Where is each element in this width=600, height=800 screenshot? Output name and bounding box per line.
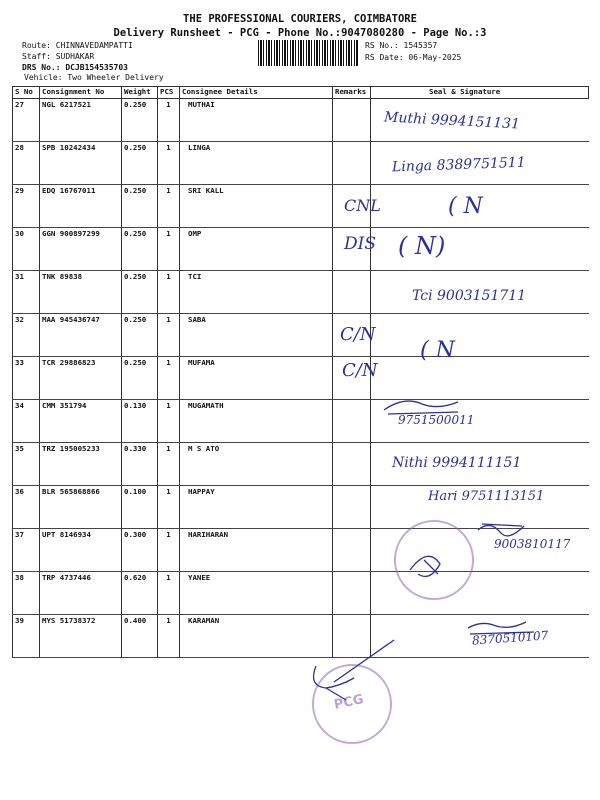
signature-handwriting: ( N <box>448 194 483 219</box>
sno-cell: 31 <box>13 271 40 314</box>
weight-cell: 0.250 <box>122 185 158 228</box>
col-header-pcs: PCS <box>158 87 180 99</box>
consignee-cell: HARIHARAN <box>180 529 333 572</box>
remarks-cell <box>333 572 371 615</box>
consignment-cell: MAA 945436747 <box>40 314 122 357</box>
consignee-cell: MUFAMA <box>180 357 333 400</box>
company-stamp <box>394 520 474 600</box>
col-header-weight: Weight <box>122 87 158 99</box>
consignee-cell: SABA <box>180 314 333 357</box>
remarks-cell <box>333 99 371 142</box>
consignee-cell: LINGA <box>180 142 333 185</box>
consignment-cell: TNK 89838 <box>40 271 122 314</box>
remark-handwriting: CNL <box>344 196 381 215</box>
sno-cell: 32 <box>13 314 40 357</box>
runsheet-table <box>12 86 589 658</box>
sno-cell: 33 <box>13 357 40 400</box>
weight-cell: 0.620 <box>122 572 158 615</box>
consignee-cell: TCI <box>180 271 333 314</box>
consignee-cell: OMP <box>180 228 333 271</box>
consignee-cell: HAPPAY <box>180 486 333 529</box>
signature-handwriting: Nithi 9994111151 <box>392 455 522 471</box>
consignee-cell: MUTHAI <box>180 99 333 142</box>
table-row <box>13 185 589 228</box>
drs-label: DRS No.: DCJB154535703 <box>22 63 128 72</box>
col-header-signature: Seal & Signature <box>371 87 589 99</box>
consignee-cell: MUGAMATH <box>180 400 333 443</box>
pcs-cell: 1 <box>158 486 180 529</box>
signature-handwriting: 9003810117 <box>494 537 571 551</box>
sno-cell: 37 <box>13 529 40 572</box>
sno-cell: 29 <box>13 185 40 228</box>
pcs-cell: 1 <box>158 99 180 142</box>
pcs-cell: 1 <box>158 400 180 443</box>
consignment-cell: NGL 6217521 <box>40 99 122 142</box>
weight-cell: 0.300 <box>122 529 158 572</box>
pcs-cell: 1 <box>158 314 180 357</box>
header-subtitle: Delivery Runsheet - PCG - Phone No.:9047080280 - Page No.:3 <box>113 27 487 39</box>
signature-handwriting: 8370510107 <box>471 628 549 648</box>
table-row <box>13 572 589 615</box>
weight-cell: 0.130 <box>122 400 158 443</box>
consignment-cell: EDQ 16767011 <box>40 185 122 228</box>
sno-cell: 27 <box>13 99 40 142</box>
weight-cell: 0.100 <box>122 486 158 529</box>
sno-cell: 30 <box>13 228 40 271</box>
consignment-cell: CMM 351794 <box>40 400 122 443</box>
table-row <box>13 357 589 400</box>
remarks-cell <box>333 615 371 658</box>
sno-cell: 39 <box>13 615 40 658</box>
remarks-cell <box>333 486 371 529</box>
col-header-sno: S No <box>13 87 40 99</box>
barcode <box>258 40 358 66</box>
weight-cell: 0.250 <box>122 357 158 400</box>
remarks-cell <box>333 529 371 572</box>
pcs-cell: 1 <box>158 142 180 185</box>
weight-cell: 0.400 <box>122 615 158 658</box>
weight-cell: 0.330 <box>122 443 158 486</box>
pcs-cell: 1 <box>158 615 180 658</box>
table-row <box>13 400 589 443</box>
table-row <box>13 314 589 357</box>
stamp-label: PCG <box>332 692 365 713</box>
col-header-consignment: Consignment No <box>40 87 122 99</box>
route-label: Route: CHINNAVEDAMPATTI <box>22 41 133 50</box>
header-title: THE PROFESSIONAL COURIERS, COIMBATORE <box>183 13 417 25</box>
sno-cell: 34 <box>13 400 40 443</box>
signature-handwriting: Hari 9751113151 <box>428 489 545 504</box>
runsheet-table-container <box>12 86 588 658</box>
rs-no-label: RS No.: 1545357 <box>365 41 438 50</box>
staff-label: Staff: SUDHAKAR <box>22 52 95 61</box>
consignment-cell: TCR 29886823 <box>40 357 122 400</box>
signature-handwriting: ( N <box>420 338 455 363</box>
pcs-cell: 1 <box>158 572 180 615</box>
weight-cell: 0.250 <box>122 228 158 271</box>
remarks-cell <box>333 443 371 486</box>
remark-handwriting: C/N <box>340 324 376 345</box>
signature-handwriting: Linga 8389751511 <box>391 154 526 176</box>
weight-cell: 0.250 <box>122 99 158 142</box>
signature-handwriting: Tci 9003151711 <box>412 288 527 304</box>
table-row <box>13 228 589 271</box>
pcs-cell: 1 <box>158 228 180 271</box>
sno-cell: 28 <box>13 142 40 185</box>
consignment-cell: BLR 565868866 <box>40 486 122 529</box>
rs-date-label: RS Date: 06-May-2025 <box>365 53 462 62</box>
consignment-cell: SPB 10242434 <box>40 142 122 185</box>
col-header-remarks: Remarks <box>333 87 371 99</box>
signature-handwriting: Muthi 9994151131 <box>383 109 521 133</box>
signature-handwriting: 9751500011 <box>398 413 475 427</box>
consignee-cell: KARAMAN <box>180 615 333 658</box>
sno-cell: 35 <box>13 443 40 486</box>
consignment-cell: GGN 900897299 <box>40 228 122 271</box>
pcs-cell: 1 <box>158 529 180 572</box>
pcs-cell: 1 <box>158 271 180 314</box>
consignment-cell: MYS 51738372 <box>40 615 122 658</box>
remarks-cell <box>333 271 371 314</box>
remarks-cell <box>333 400 371 443</box>
consignee-cell: M S ATO <box>180 443 333 486</box>
remark-handwriting: C/N <box>342 360 378 381</box>
weight-cell: 0.250 <box>122 314 158 357</box>
sno-cell: 38 <box>13 572 40 615</box>
table-body <box>13 99 589 658</box>
pcs-cell: 1 <box>158 185 180 228</box>
consignee-cell: YANEE <box>180 572 333 615</box>
col-header-consignee: Consignee Details <box>180 87 333 99</box>
consignment-cell: TRP 4737446 <box>40 572 122 615</box>
weight-cell: 0.250 <box>122 271 158 314</box>
vehicle-label: Vehicle: Two Wheeler Delivery <box>24 73 164 82</box>
consignee-cell: SRI KALL <box>180 185 333 228</box>
weight-cell: 0.250 <box>122 142 158 185</box>
pcs-cell: 1 <box>158 357 180 400</box>
pcs-cell: 1 <box>158 443 180 486</box>
remarks-cell <box>333 142 371 185</box>
remark-handwriting: DIS <box>344 234 376 254</box>
signature-cell <box>371 314 589 357</box>
signature-handwriting: ( N) <box>398 232 446 260</box>
signature-cell <box>371 357 589 400</box>
table-header-row <box>13 87 589 99</box>
consignment-cell: UPT 8146934 <box>40 529 122 572</box>
consignment-cell: TRZ 195005233 <box>40 443 122 486</box>
sno-cell: 36 <box>13 486 40 529</box>
